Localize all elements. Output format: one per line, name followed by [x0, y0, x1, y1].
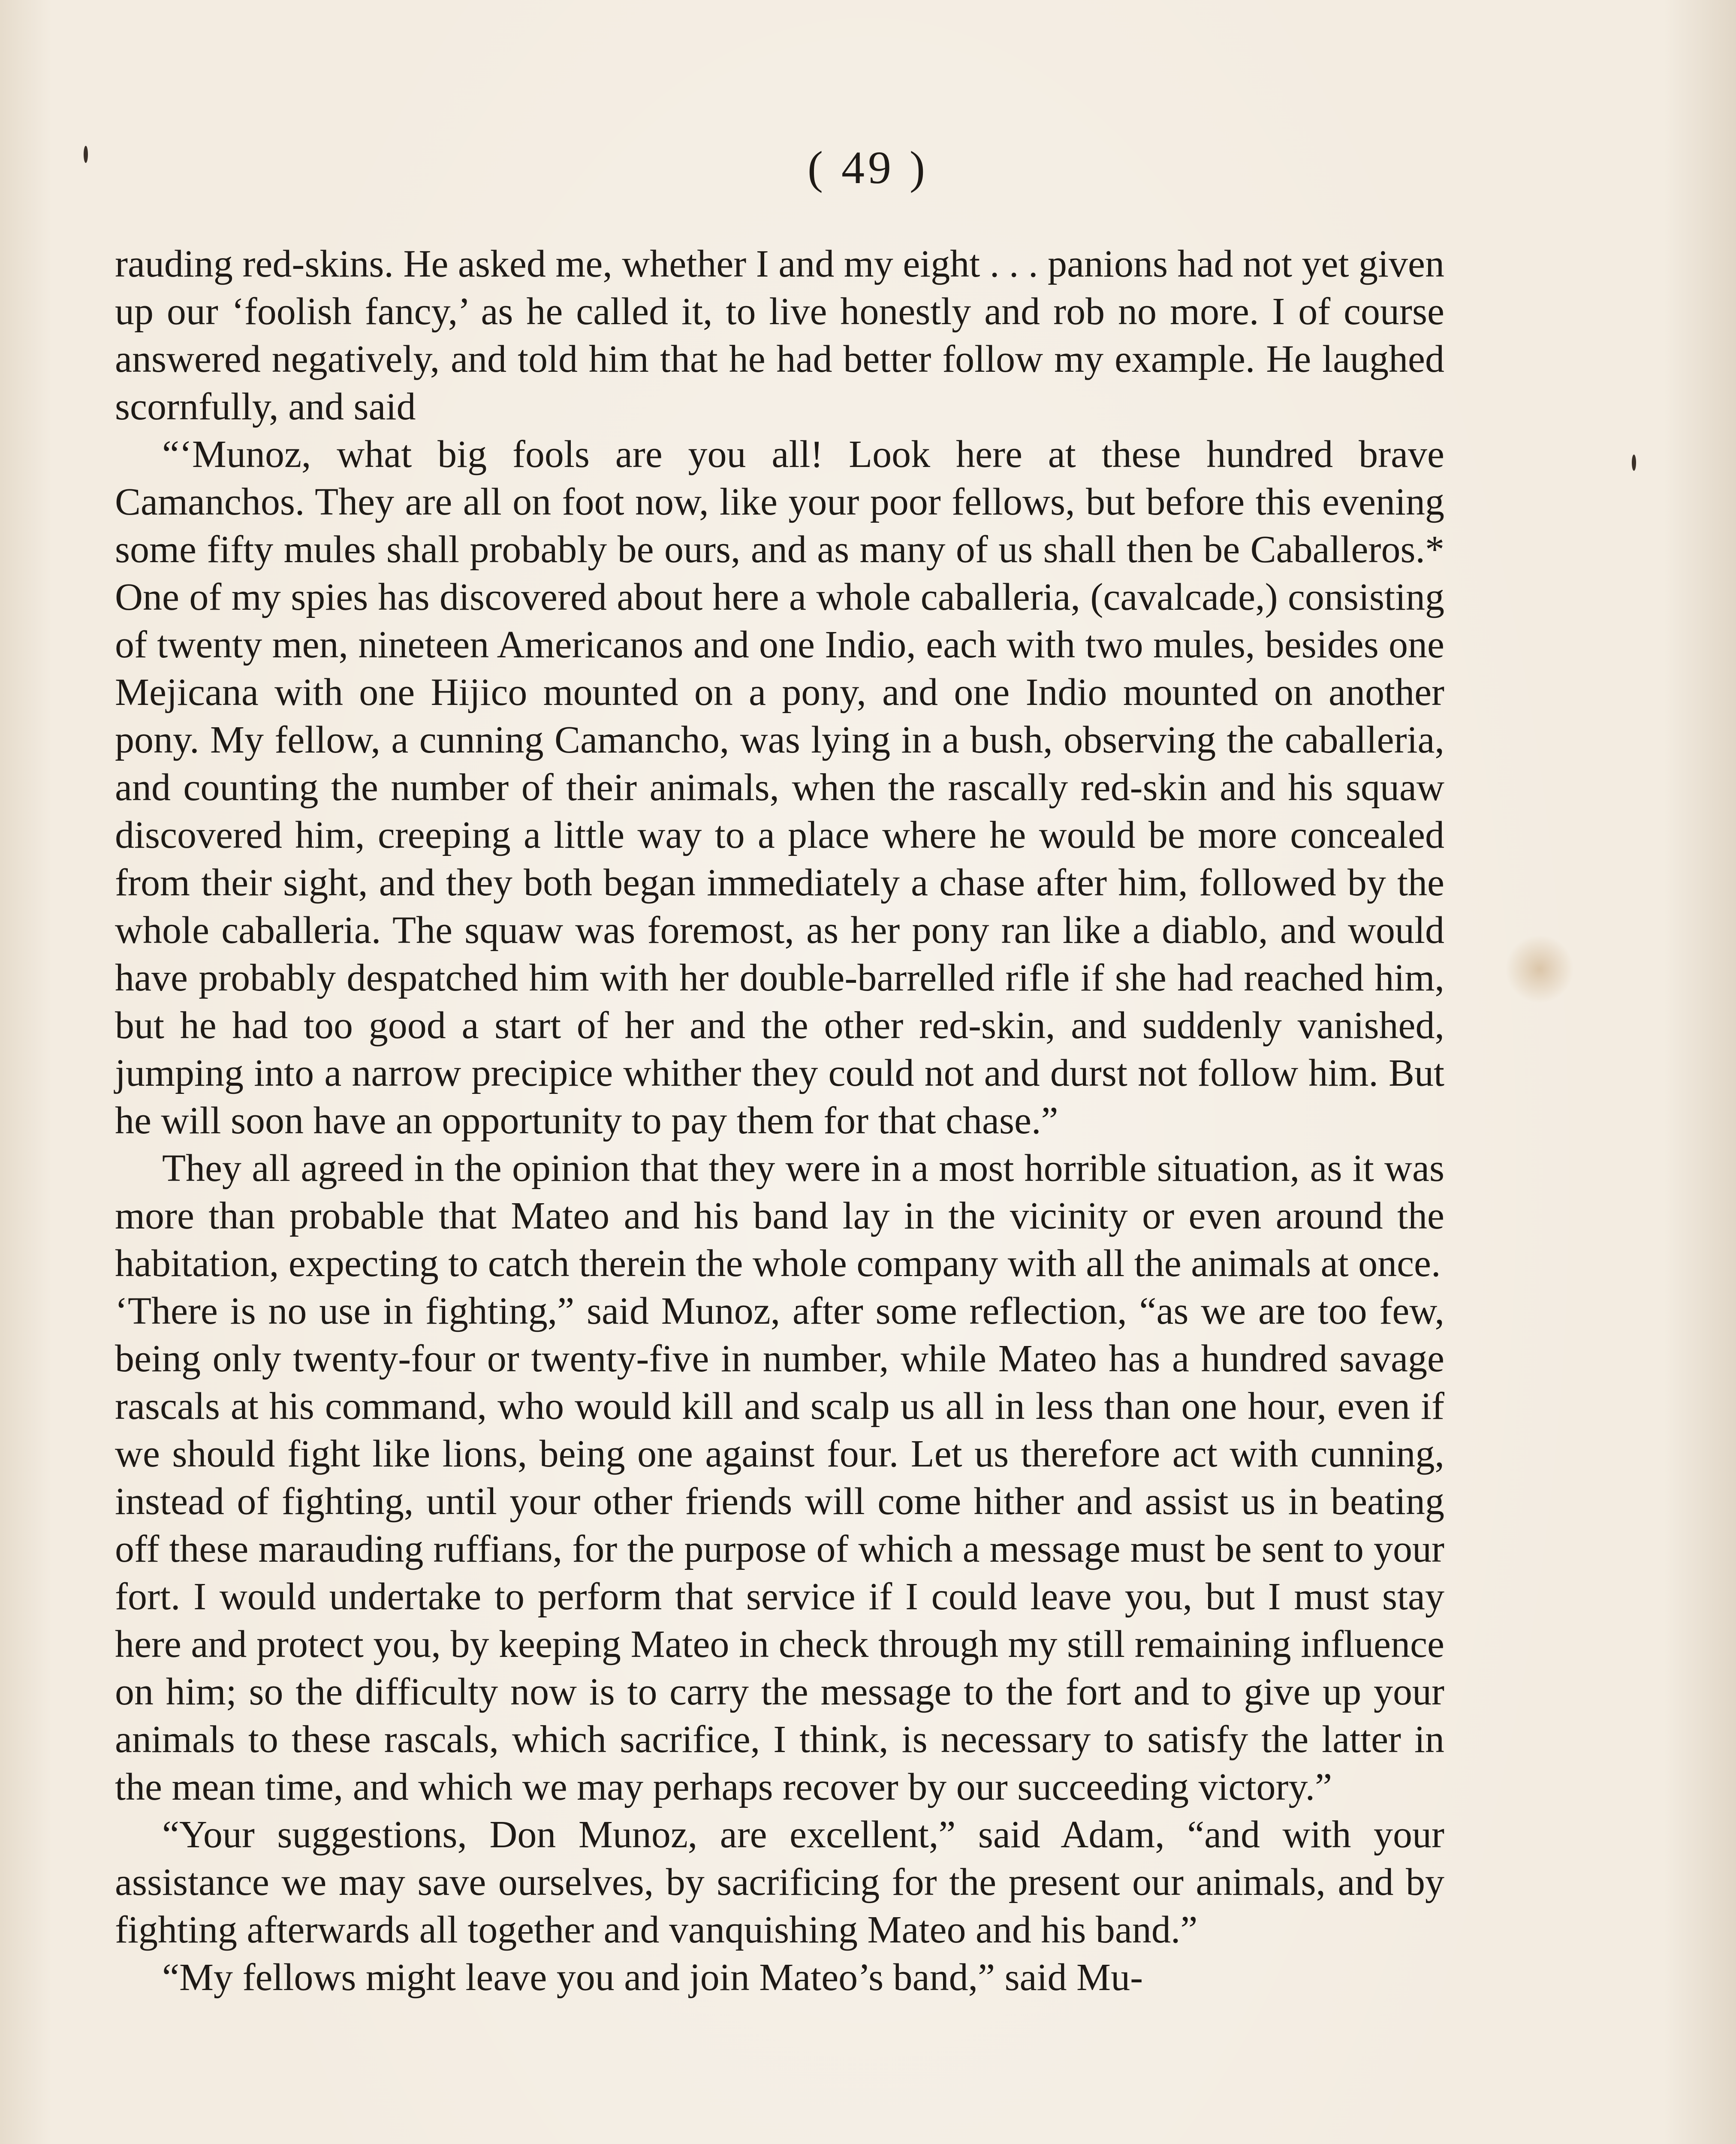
- body-text: [115, 240, 1444, 2001]
- paragraph: “Your suggestions, Don Munoz, are excellent,” said Adam, “and with your assistance we may save ourselves, by sacrificing for the present our animals, and by fighting afterwards all together and vanquishing Mateo and his band.”: [115, 1813, 1444, 1951]
- paragraph: ‘There is no use in fighting,” said Munoz, after some reflection, “as we are too few, being only twenty-four or twenty-five in number, while Mateo has a hundred savage rascals at his command, who would kill and scalp us all in less than one hour, even if we should fight like lions, being one against four. Let us therefore act with cunning, instead of fighting, until your other friends will come hither and assist us in beating off these marauding ruffians, for the purpose of which a message must be sent to your fort. I would undertake to perform that service if I could leave you, but I must stay here and protect you, by keeping Mateo in check through my still remaining influence on him; so the difficulty now is to carry the message to the fort and to give up your animals to these rascals, which sacrifice, I think, is necessary to satisfy the latter in the mean time, and which we may perhaps recover by our succeeding victory.”: [115, 1290, 1444, 1808]
- paragraph: They all agreed in the opinion that they were in a most horrible situation, as it was more than probable that Mateo and his band lay in the vicinity or even around the habitation, expecting to catch therein the whole company with all the animals at once.: [115, 1147, 1444, 1285]
- paragraph: “‘Munoz, what big fools are you all! Look here at these hundred brave Camanchos. They are all on foot now, like your poor fellows, but before this evening some fifty mules shall probably be ours, and as many of us shall then be Caballeros.* One of my spies has discovered about here a whole caballeria, (cavalcade,) consisting of twenty men, nineteen Americanos and one Indio, each with two mules, besides one Mejicana with one Hijico mounted on a pony, and one Indio mounted on another pony. My fellow, a cunning Camancho, was lying in a bush, observing the caballeria, and counting the number of their animals, when the rascally red-skin and his squaw discovered him, creeping a little way to a place where he would be more concealed from their sight, and they both began immediately a chase after him, followed by the whole caballeria. The squaw was foremost, as her pony ran like a diablo, and would have probably despatched him with her double-barrelled rifle if she had reached him, but he had too good a start of her and the other red-skin, and suddenly vanished, jumping into a narrow precipice whither they could not and durst not follow him. But he will soon have an opportunity to pay them for that chase.”: [115, 433, 1444, 1142]
- paragraph: rauding red-skins. He asked me, whether I and my eight . . . panions had not yet given up our ‘foolish fancy,’ as he called it, to live honestly and rob no more. I of course answered negatively, and told him that he had better follow my example. He laughed scornfully, and said: [115, 243, 1444, 428]
- paper-speck: [1632, 455, 1636, 471]
- page-number: ( 49 ): [808, 142, 928, 193]
- paper-stain: [1505, 935, 1574, 1003]
- paragraph: “My fellows might leave you and join Mateo’s band,” said Mu-: [162, 1956, 1143, 1999]
